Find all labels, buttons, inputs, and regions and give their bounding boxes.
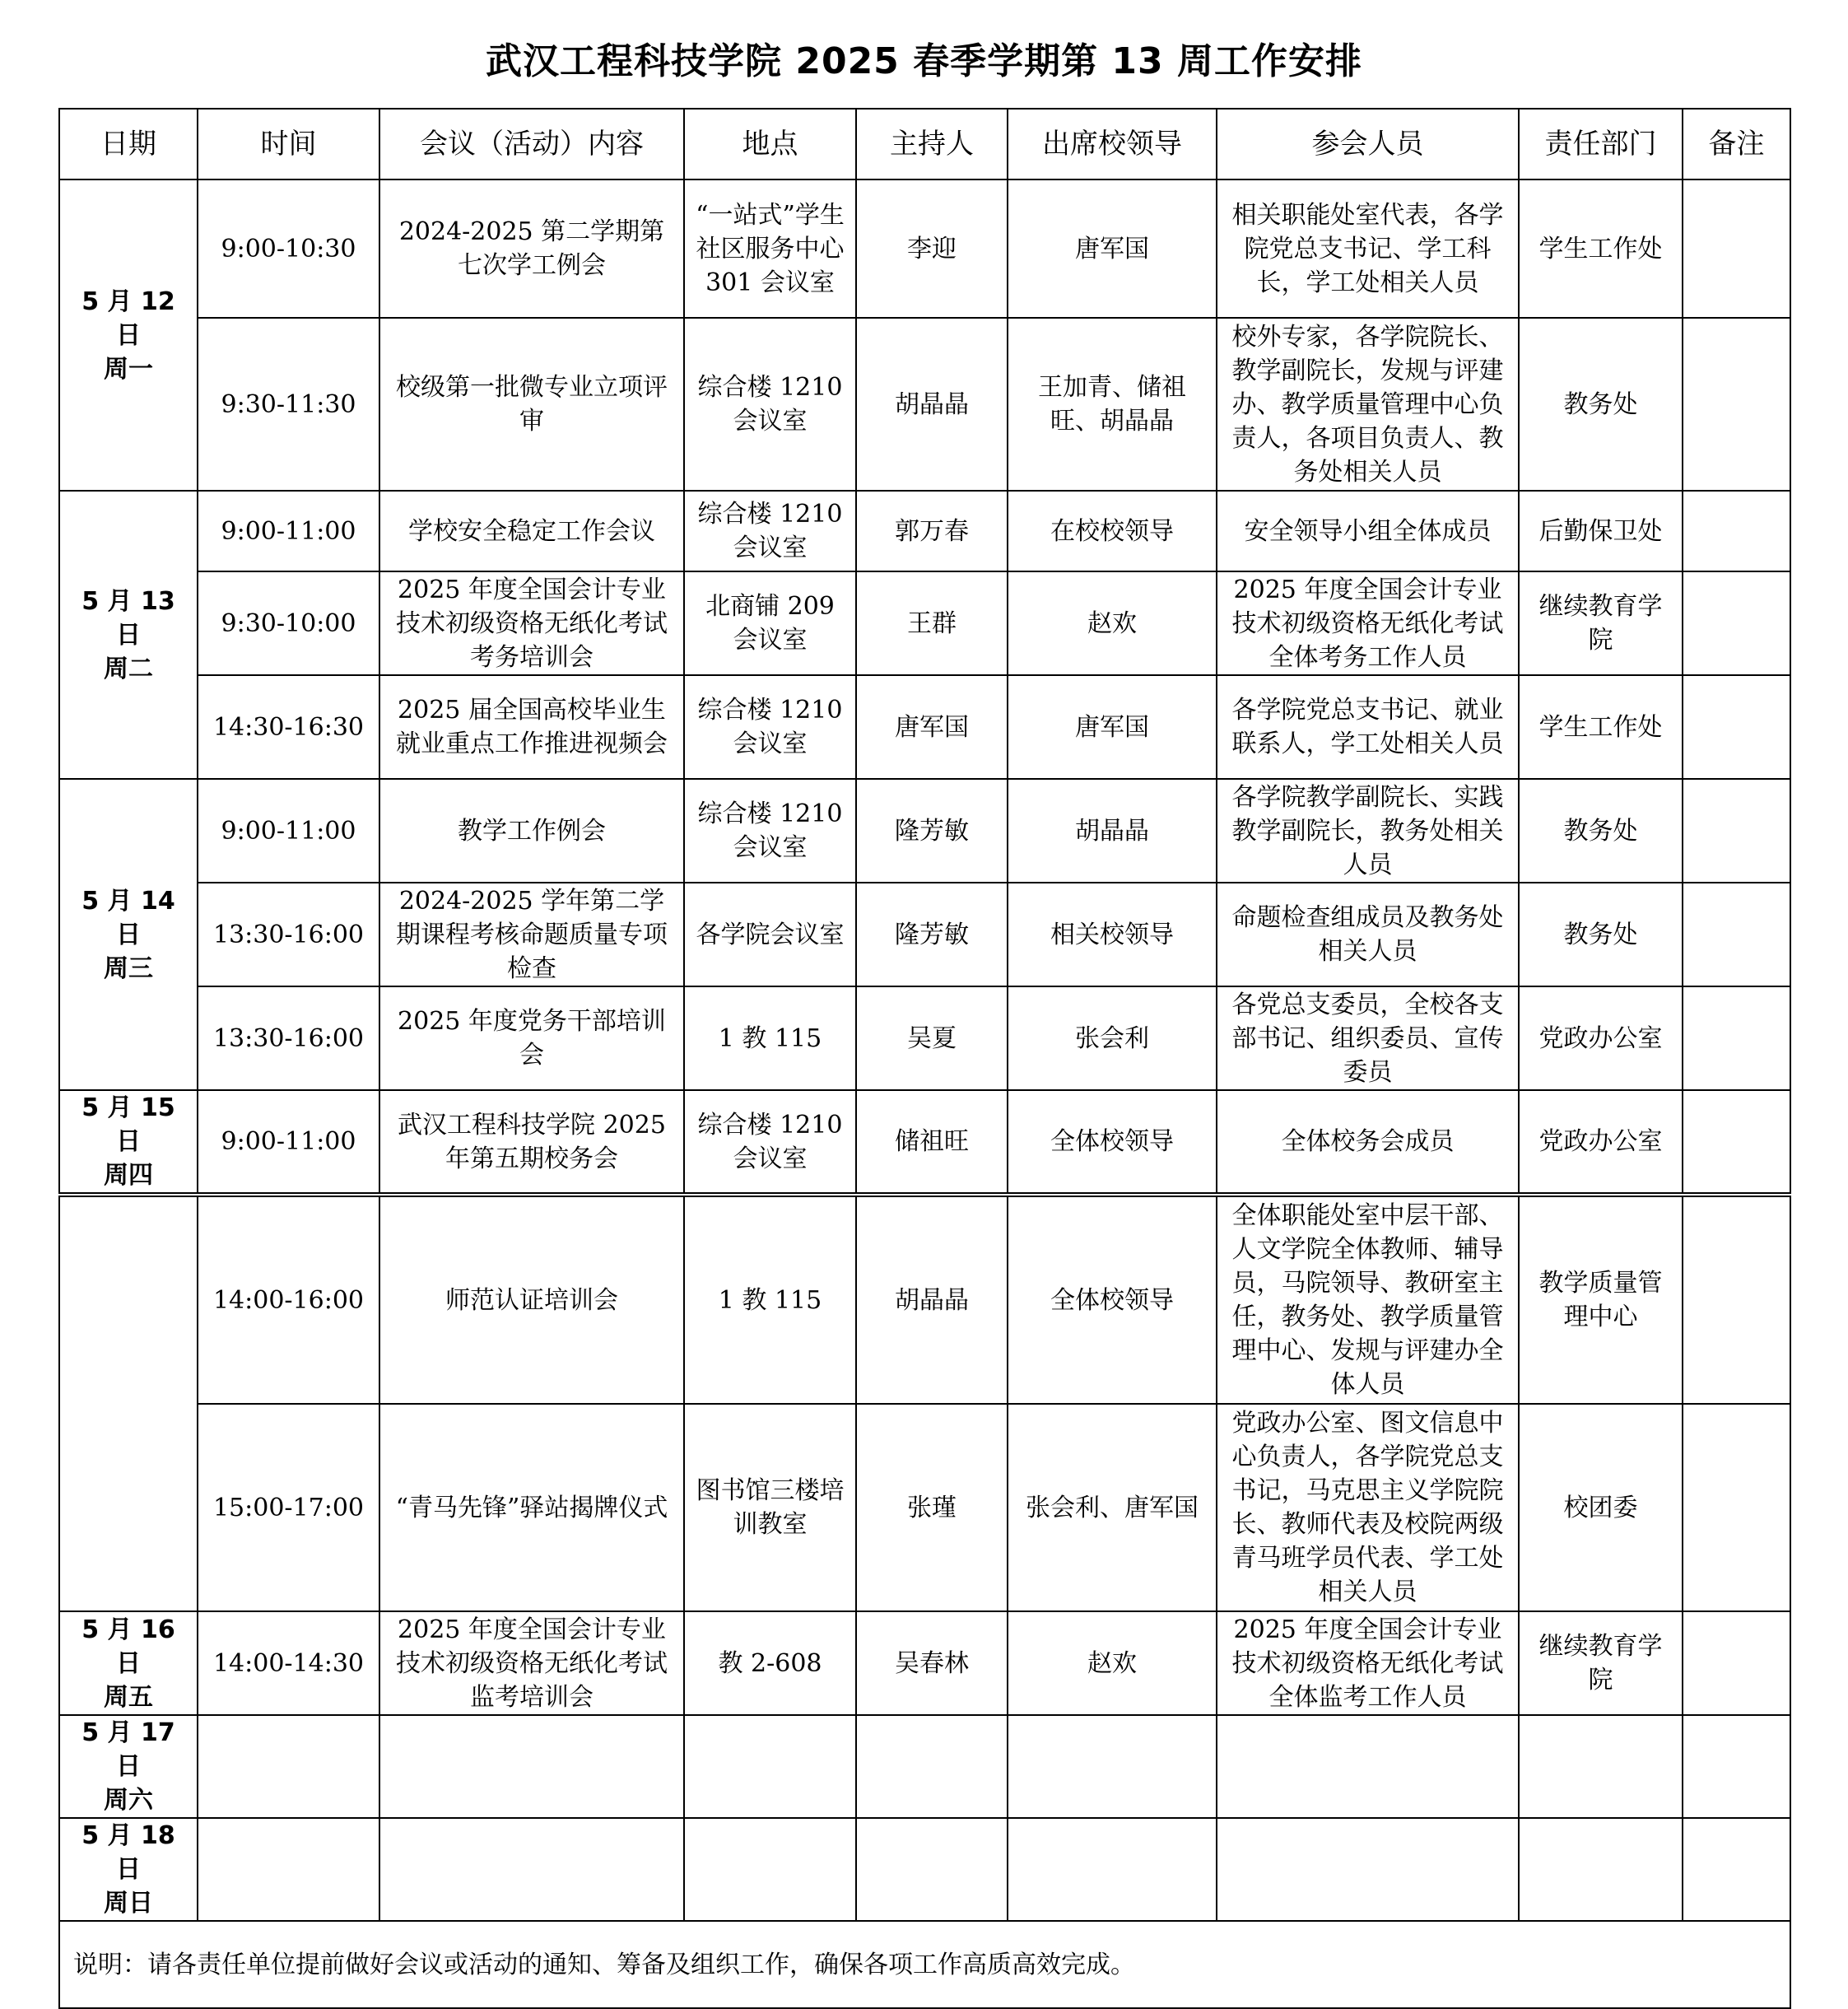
note-cell: [1683, 675, 1790, 779]
note-cell: [1683, 1196, 1790, 1404]
attendees-cell: 安全领导小组全体成员: [1217, 491, 1519, 571]
date-label: 5 月 18 日: [81, 1821, 175, 1884]
header-time: 时间: [198, 109, 379, 179]
note-cell: [1683, 1404, 1790, 1611]
header-location: 地点: [684, 109, 856, 179]
time-cell: 9:30-10:00: [198, 571, 379, 675]
header-leaders: 出席校领导: [1008, 109, 1217, 179]
time-cell: 15:00-17:00: [198, 1404, 379, 1611]
empty-cell: [1217, 1715, 1519, 1818]
schedule-table-part-2: [58, 1196, 1791, 2009]
date-cell-tuesday: [59, 491, 198, 779]
host-cell: 唐军国: [856, 675, 1008, 779]
leaders-cell: 赵欢: [1008, 1611, 1217, 1715]
date-cell-monday: [59, 179, 198, 491]
host-cell: 李迎: [856, 179, 1008, 318]
location-cell: 1 教 115: [684, 986, 856, 1090]
leaders-cell: 全体校领导: [1008, 1090, 1217, 1193]
attendees-cell: 各学院教学副院长、实践教学副院长，教务处相关人员: [1217, 779, 1519, 883]
footer-row: [59, 1921, 1790, 2008]
time-cell: 9:00-11:00: [198, 1090, 379, 1193]
empty-cell: [1519, 1715, 1683, 1818]
host-cell: 王群: [856, 571, 1008, 675]
date-cell-thursday: [59, 1090, 198, 1193]
note-cell: [1683, 779, 1790, 883]
time-cell: 14:00-14:30: [198, 1611, 379, 1715]
weekday-label: 周一: [104, 354, 153, 384]
header-host: 主持人: [856, 109, 1008, 179]
leaders-cell: 全体校领导: [1008, 1196, 1217, 1404]
date-cell-thursday-continued: [59, 1196, 198, 1611]
content-cell: 2024-2025 学年第二学期课程考核命题质量专项检查: [379, 883, 684, 986]
time-cell: 14:30-16:30: [198, 675, 379, 779]
location-cell: 综合楼 1210 会议室: [684, 318, 856, 491]
location-cell: 综合楼 1210 会议室: [684, 491, 856, 571]
weekday-label: 周六: [104, 1786, 153, 1815]
dept-cell: 学生工作处: [1519, 675, 1683, 779]
table-row: [59, 675, 1790, 779]
content-cell: 2025 年度全国会计专业技术初级资格无纸化考试考务培训会: [379, 571, 684, 675]
leaders-cell: 王加青、储祖旺、胡晶晶: [1008, 318, 1217, 491]
leaders-cell: 赵欢: [1008, 571, 1217, 675]
leaders-cell: 张会利: [1008, 986, 1217, 1090]
location-cell: 北商铺 209 会议室: [684, 571, 856, 675]
date-label: 5 月 12 日: [81, 287, 175, 350]
empty-cell: [198, 1715, 379, 1818]
leaders-cell: 唐军国: [1008, 675, 1217, 779]
note-cell: [1683, 179, 1790, 318]
empty-cell: [684, 1818, 856, 1921]
header-note: 备注: [1683, 109, 1790, 179]
empty-cell: [198, 1818, 379, 1921]
attendees-cell: 2025 年度全国会计专业技术初级资格无纸化考试全体考务工作人员: [1217, 571, 1519, 675]
dept-cell: 教学质量管理中心: [1519, 1196, 1683, 1404]
location-cell: 各学院会议室: [684, 883, 856, 986]
date-label: 5 月 13 日: [81, 586, 175, 650]
table-row: [59, 1715, 1790, 1818]
page-title: 武汉工程科技学院 2025 春季学期第 13 周工作安排: [486, 40, 1362, 82]
empty-cell: [1008, 1715, 1217, 1818]
empty-cell: [379, 1715, 684, 1818]
attendees-cell: 相关职能处室代表，各学院党总支书记、学工科长，学工处相关人员: [1217, 179, 1519, 318]
host-cell: 储祖旺: [856, 1090, 1008, 1193]
host-cell: 隆芳敏: [856, 779, 1008, 883]
time-cell: 13:30-16:00: [198, 883, 379, 986]
time-cell: 9:30-11:30: [198, 318, 379, 491]
empty-cell: [684, 1715, 856, 1818]
location-cell: 1 教 115: [684, 1196, 856, 1404]
table-row: [59, 491, 1790, 571]
host-cell: 胡晶晶: [856, 1196, 1008, 1404]
time-cell: 9:00-11:00: [198, 491, 379, 571]
attendees-cell: 2025 年度全国会计专业技术初级资格无纸化考试全体监考工作人员: [1217, 1611, 1519, 1715]
table-row: [59, 1404, 1790, 1611]
empty-cell: [1008, 1818, 1217, 1921]
host-cell: 吴春林: [856, 1611, 1008, 1715]
note-cell: [1683, 986, 1790, 1090]
location-cell: “一站式”学生社区服务中心 301 会议室: [684, 179, 856, 318]
attendees-cell: 党政办公室、图文信息中心负责人，各学院党总支书记，马克思主义学院院长、教师代表及校院两级青马班学员代表、学工处相关人员: [1217, 1404, 1519, 1611]
header-row: [59, 109, 1790, 179]
empty-cell: [1217, 1818, 1519, 1921]
attendees-cell: 全体职能处室中层干部、人文学院全体教师、辅导员，马院领导、教研室主任，教务处、教学质量管理中心、发规与评建办全体人员: [1217, 1196, 1519, 1404]
leaders-cell: 相关校领导: [1008, 883, 1217, 986]
empty-cell: [1519, 1818, 1683, 1921]
time-cell: 13:30-16:00: [198, 986, 379, 1090]
host-cell: 隆芳敏: [856, 883, 1008, 986]
content-cell: 2025 年度党务干部培训会: [379, 986, 684, 1090]
content-cell: 师范认证培训会: [379, 1196, 684, 1404]
date-label: 5 月 17 日: [81, 1718, 175, 1781]
leaders-cell: 胡晶晶: [1008, 779, 1217, 883]
table-row: [59, 986, 1790, 1090]
host-cell: 吴夏: [856, 986, 1008, 1090]
date-label: 5 月 14 日: [81, 886, 175, 949]
table-row: [59, 1611, 1790, 1715]
location-cell: 图书馆三楼培训教室: [684, 1404, 856, 1611]
content-cell: “青马先锋”驿站揭牌仪式: [379, 1404, 684, 1611]
date-cell-saturday: [59, 1715, 198, 1818]
empty-cell: [379, 1818, 684, 1921]
schedule-table-part-1: [58, 108, 1791, 1194]
location-cell: 综合楼 1210 会议室: [684, 1090, 856, 1193]
header-attendees: 参会人员: [1217, 109, 1519, 179]
note-cell: [1683, 1090, 1790, 1193]
table-row: [59, 1090, 1790, 1193]
empty-cell: [1683, 1715, 1790, 1818]
footer-note: 说明：请各责任单位提前做好会议或活动的通知、筹备及组织工作，确保各项工作高质高效完成。: [59, 1921, 1790, 2008]
attendees-cell: 各党总支委员，全校各支部书记、组织委员、宣传委员: [1217, 986, 1519, 1090]
date-label: 5 月 16 日: [81, 1615, 175, 1678]
dept-cell: 继续教育学院: [1519, 1611, 1683, 1715]
weekday-label: 周三: [104, 953, 153, 983]
leaders-cell: 唐军国: [1008, 179, 1217, 318]
table-row: [59, 1818, 1790, 1921]
table-row: [59, 179, 1790, 318]
dept-cell: 党政办公室: [1519, 1090, 1683, 1193]
table-row: [59, 571, 1790, 675]
time-cell: 14:00-16:00: [198, 1196, 379, 1404]
weekday-label: 周五: [104, 1682, 153, 1712]
attendees-cell: 各学院党总支书记、就业联系人，学工处相关人员: [1217, 675, 1519, 779]
dept-cell: 后勤保卫处: [1519, 491, 1683, 571]
date-cell-wednesday: [59, 779, 198, 1090]
dept-cell: 学生工作处: [1519, 179, 1683, 318]
empty-cell: [856, 1715, 1008, 1818]
dept-cell: 党政办公室: [1519, 986, 1683, 1090]
attendees-cell: 全体校务会成员: [1217, 1090, 1519, 1193]
weekday-label: 周二: [104, 654, 153, 683]
host-cell: 郭万春: [856, 491, 1008, 571]
note-cell: [1683, 883, 1790, 986]
content-cell: 校级第一批微专业立项评审: [379, 318, 684, 491]
host-cell: 张瑾: [856, 1404, 1008, 1611]
dept-cell: 教务处: [1519, 883, 1683, 986]
host-cell: 胡晶晶: [856, 318, 1008, 491]
note-cell: [1683, 1611, 1790, 1715]
dept-cell: 教务处: [1519, 779, 1683, 883]
empty-cell: [856, 1818, 1008, 1921]
attendees-cell: 校外专家，各学院院长、教学副院长，发规与评建办、教学质量管理中心负责人，各项目负责人、教务处相关人员: [1217, 318, 1519, 491]
dept-cell: 校团委: [1519, 1404, 1683, 1611]
empty-cell: [1683, 1818, 1790, 1921]
content-cell: 2025 届全国高校毕业生就业重点工作推进视频会: [379, 675, 684, 779]
note-cell: [1683, 571, 1790, 675]
date-cell-sunday: [59, 1818, 198, 1921]
leaders-cell: 在校校领导: [1008, 491, 1217, 571]
location-cell: 综合楼 1210 会议室: [684, 779, 856, 883]
table-row: [59, 883, 1790, 986]
table-row: [59, 779, 1790, 883]
dept-cell: 继续教育学院: [1519, 571, 1683, 675]
header-content: 会议（活动）内容: [379, 109, 684, 179]
attendees-cell: 命题检查组成员及教务处相关人员: [1217, 883, 1519, 986]
location-cell: 教 2-608: [684, 1611, 856, 1715]
table-row: [59, 1196, 1790, 1404]
header-dept: 责任部门: [1519, 109, 1683, 179]
weekday-label: 周日: [104, 1889, 153, 1918]
location-cell: 综合楼 1210 会议室: [684, 675, 856, 779]
content-cell: 教学工作例会: [379, 779, 684, 883]
time-cell: 9:00-10:30: [198, 179, 379, 318]
time-cell: 9:00-11:00: [198, 779, 379, 883]
weekday-label: 周四: [104, 1161, 153, 1190]
table-row: [59, 318, 1790, 491]
dept-cell: 教务处: [1519, 318, 1683, 491]
note-cell: [1683, 491, 1790, 571]
note-cell: [1683, 318, 1790, 491]
content-cell: 2025 年度全国会计专业技术初级资格无纸化考试监考培训会: [379, 1611, 684, 1715]
leaders-cell: 张会利、唐军国: [1008, 1404, 1217, 1611]
date-label: 5 月 15 日: [81, 1093, 175, 1156]
content-cell: 武汉工程科技学院 2025 年第五期校务会: [379, 1090, 684, 1193]
date-cell-friday: [59, 1611, 198, 1715]
content-cell: 2024-2025 第二学期第七次学工例会: [379, 179, 684, 318]
content-cell: 学校安全稳定工作会议: [379, 491, 684, 571]
header-date: 日期: [59, 109, 198, 179]
